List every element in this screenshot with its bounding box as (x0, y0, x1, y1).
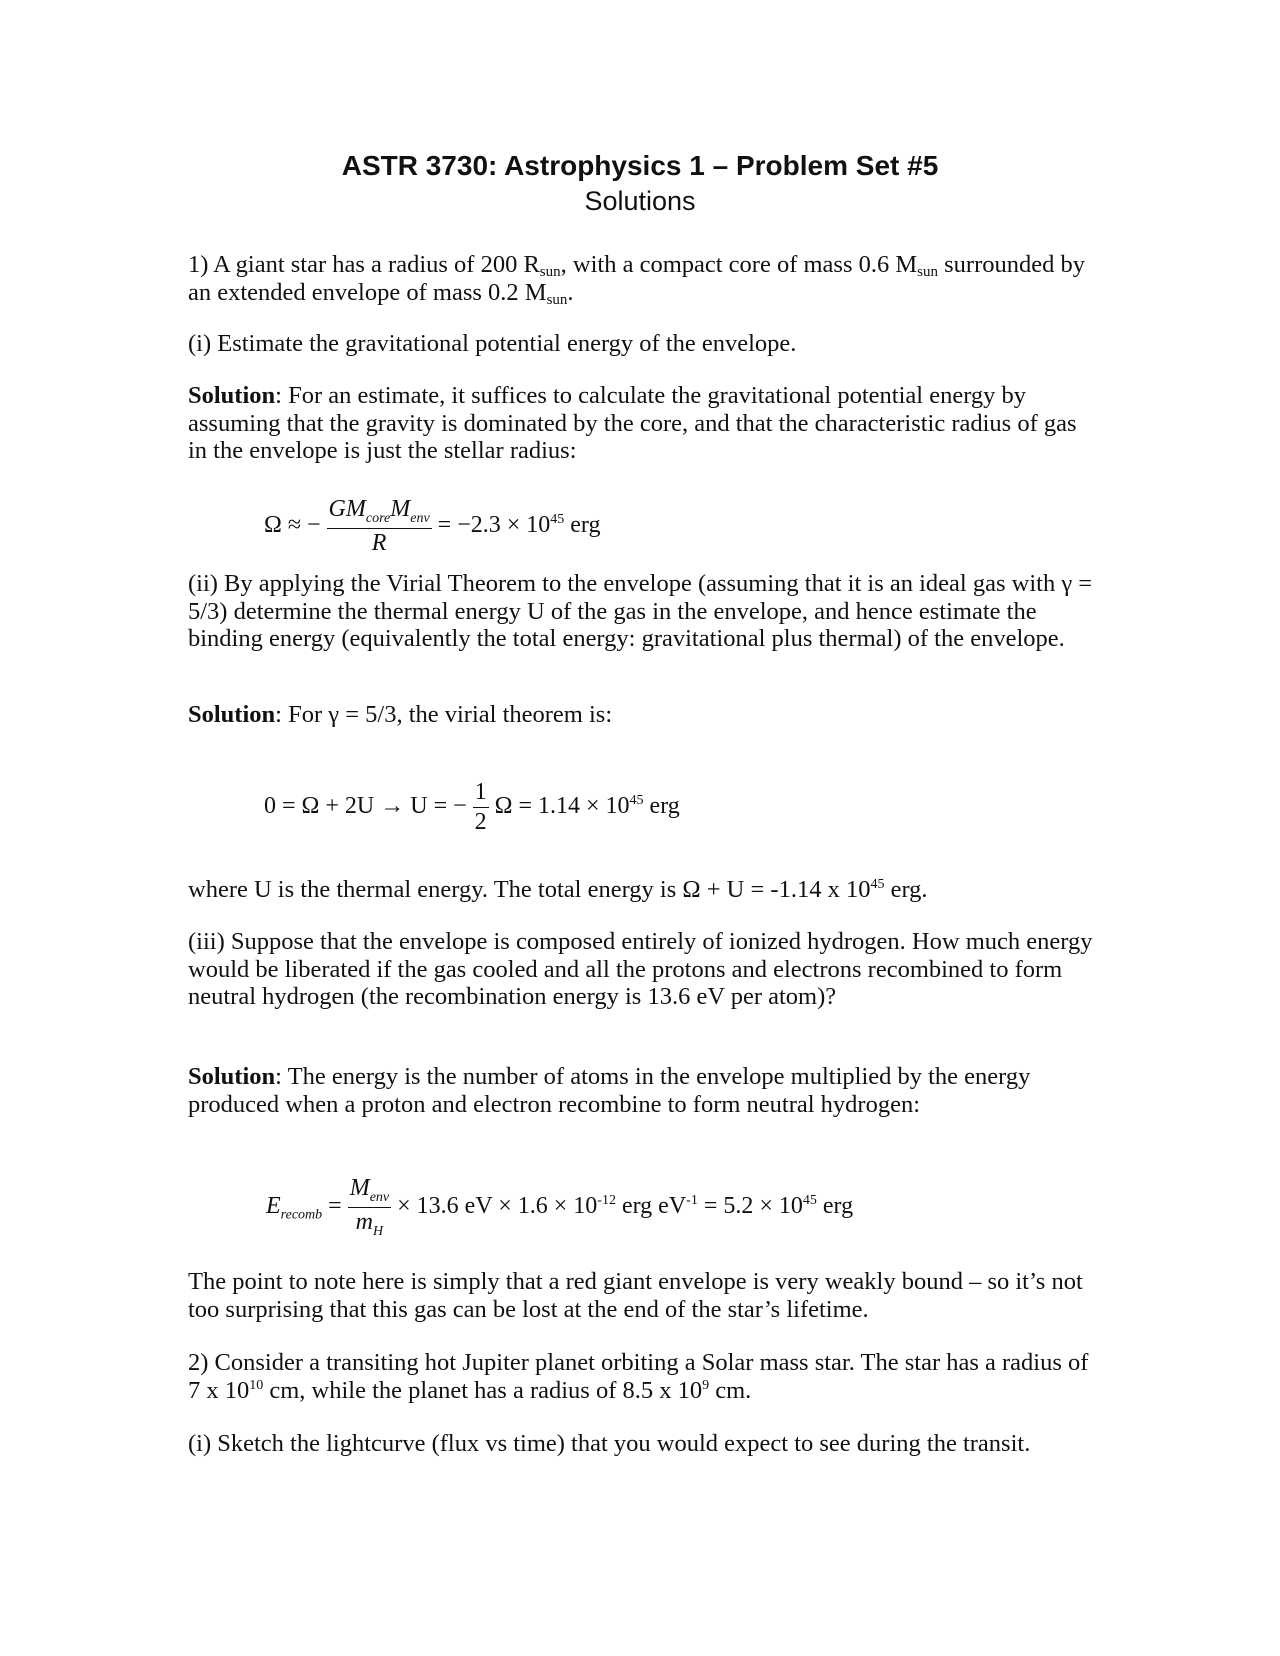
solution-label: Solution (188, 382, 276, 409)
question-1-part-iii: (iii) Suppose that the envelope is composed entirely of ionized hydrogen. How much energy would be liberated if the gas cooled and all the protons and electrons recombined to form neutral hydrogen (the recombination energy is 13.6 eV per atom)? (188, 928, 1093, 1010)
equation-gravitational-energy: Ω ≈ − $\frac{GM_{core}M_{env}}{R}$ = $-2.3 \times 10^{45}$ erg (264, 496, 601, 556)
equation-recombination-energy: $E_{recomb}$ = $\frac{M_{env}}{m_H}$ × 13.6 eV × $1.6 \times 10^{-12}$ erg $eV^{-1} = 5.2 \times 10^{45}$ erg (266, 1175, 854, 1239)
question-1-part-i: (i) Estimate the gravitational potential energy of the envelope. (188, 330, 797, 357)
document-subtitle: Solutions (584, 186, 696, 216)
question-1-part-ii: (ii) By applying the Virial Theorem to the envelope (assuming that it is an ideal gas with γ = 5/3) determine the thermal energy U of the gas in the envelope, and hence estimate the binding energy (equivalently the total energy: gravitational plus thermal) of the envelope. (188, 570, 1093, 652)
question-2-intro: 2) Consider a transiting hot Jupiter planet orbiting a Solar mass star. The star has a radius of 7 x $10^{10}$ cm, while the planet has a radius of 8.5 x $10^9$ cm. (188, 1349, 1089, 1404)
question-1-intro: 1) A giant star has a radius of 200 $R_{sun}$, with a compact core of mass 0.6 $M_{sun}$ surrounded by an extended envelope of mass 0.2 $M_{sun}$. (188, 251, 1085, 308)
equation-virial-theorem: 0 = Ω + 2U → U = − $\frac{1}{2}$ $\Omega = 1.14 \times 10^{45}$ erg (264, 779, 680, 835)
total-energy-statement: where U is the thermal energy. The total energy is Ω + U = -1.14 x $10^{45}$ erg. (188, 876, 928, 903)
solution-1-iii: Solution: The energy is the number of atoms in the envelope multiplied by the energy produced when a proton and electron recombine to form neutral hydrogen: (188, 1063, 1031, 1118)
solution-label: Solution (188, 701, 276, 728)
closing-remark: The point to note here is simply that a red giant envelope is very weakly bound – so it’s not too surprising that this gas can be lost at the end of the star’s lifetime. (188, 1268, 1083, 1323)
solution-1-i: Solution: For an estimate, it suffices to calculate the gravitational potential energy by assuming that the gravity is dominated by the core, and that the characteristic radius of gas in the envelope is just the stellar radius: (188, 382, 1077, 464)
question-2-part-i: (i) Sketch the lightcurve (flux vs time) that you would expect to see during the transit. (188, 1430, 1031, 1457)
document-title: ASTR 3730: Astrophysics 1 – Problem Set #5 (341, 150, 939, 181)
solution-label: Solution (188, 1063, 276, 1090)
solution-1-ii: Solution: For γ = 5/3, the virial theorem is: (188, 701, 613, 728)
